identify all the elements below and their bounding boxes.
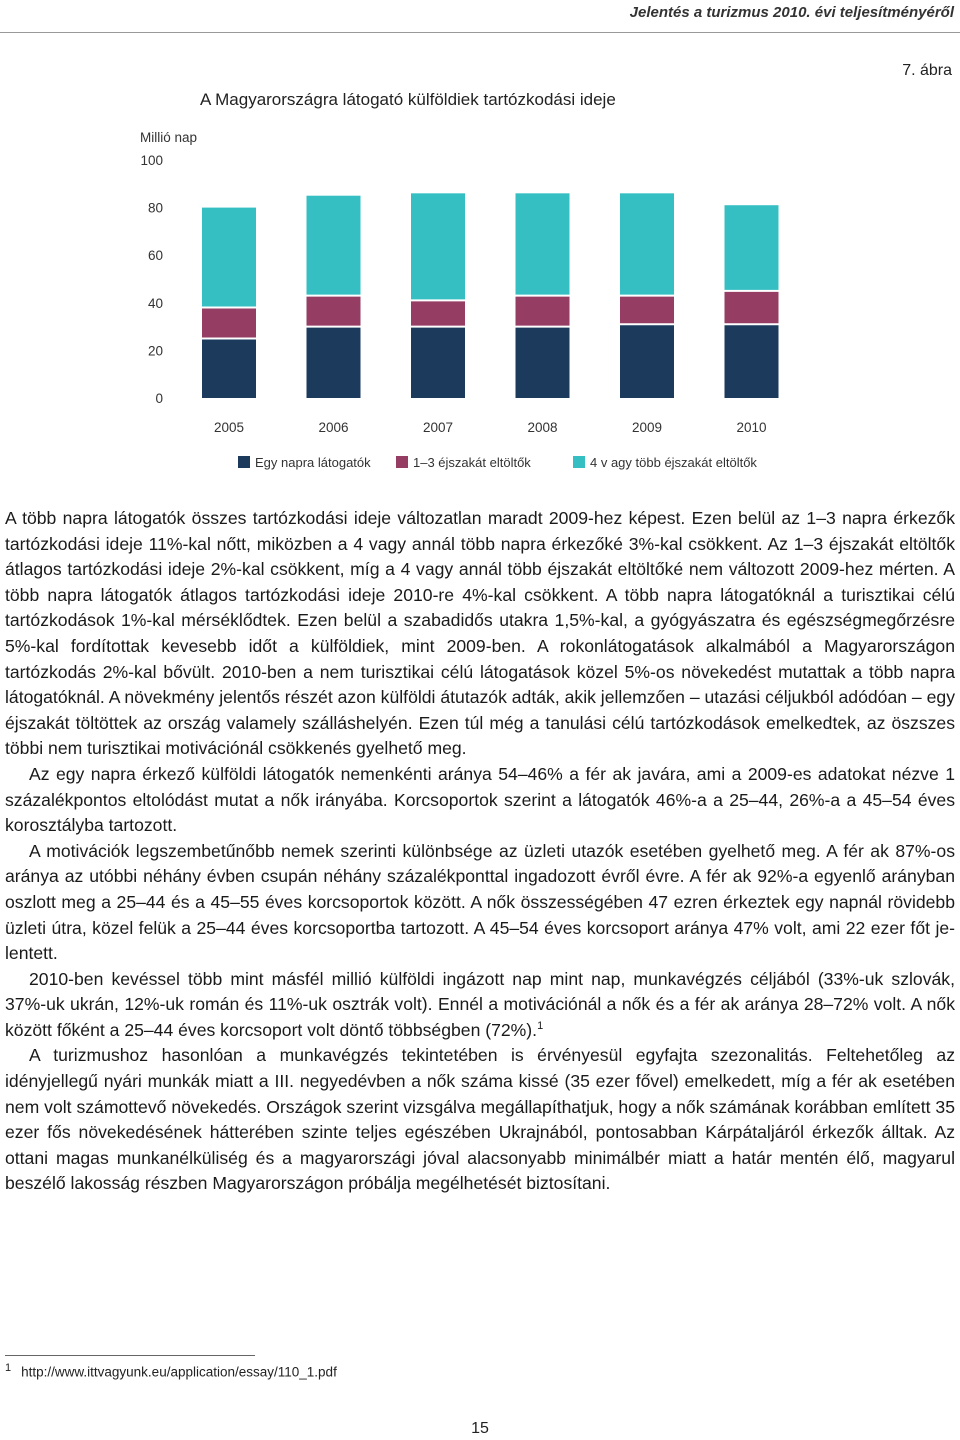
paragraph: A motivációk legszembetűnőbb nemek szerinti különbsége az üzleti utazók esetében gyelhető meg. A fér ak 87%-os aránya az utóbbi néhány évben csupán néhány százalékponttal ingadozott évről évre. A fér ak 92%-a egyenlő arányban oszlott meg a 25–44 és a 45–55 éves korcsoportok között. A nők összességében 47 ezren érkeztek egy napnál rövidebb üzleti útra, közel felük a 25–44 éves korcsoportba tartozott. A 45–54 éves korcsoport aránya 47% volt, ami 22 ezer főt jelentett. [5,840,955,964]
paragraph: Az egy napra érkező külföldi látogatók nemenkénti aránya 54–46% a fér ak javára, ami a 2009-es adatokat nézve 1 százalékpontos eltolódást mutat a nők irányába. Korcsoportok szerint a látogatók 46%-a a 25–44, 26%-a a 45–54 éves korosztályba tartozott. [5,763,955,836]
x-tick-label: 2009 [631,420,663,435]
bar-segment [307,296,361,327]
bar-segment [202,208,256,308]
bar-segment [411,327,465,398]
legend-label: Egy napra látogatók [255,455,371,470]
y-tick-label: 20 [147,343,163,359]
bar-segment [725,205,779,291]
stacked-bar-chart [0,120,960,480]
bar-segment [725,291,779,324]
bar-segment [516,327,570,398]
body-text [5,506,955,1197]
bar-segment [202,308,256,339]
legend-swatch [396,456,408,468]
bar-segment [516,193,570,295]
y-tick-label: 80 [147,200,163,216]
legend [238,455,757,470]
footnote [5,1362,337,1380]
paragraph: A több napra látogatók összes tartózkodási ideje változatlan maradt 2009-hez képest. Ezen belül az 1–3 napra érkezők tartózkodási ideje 11%-kal nőtt, miközben a 4 vagy annál több napra érkezőké 3%-kal csökkent. Az 1–3 éjszakát eltöltők átlagos tartózkodási ideje 2%-kal csökkent, míg a 4 vagy annál több éjszakát eltöltőké nem változott 2009-hez mérten. A több napra látogatók átlagos tartózkodási ideje 2010-re 4%-kal csökkent. A több napra látogatóknál a turisztikai célú tartózkodások 1%-kal mérséklődtek. Ezen belül a szabadidős utakra 1,5%-kal, a gyógyászatra és egészségmegőrzésre 5%-kal fordítottak kevesebb időt a külföldiek, mint 2009-ben. A rokonlátogatások alkalmából a Magyarországon tartózkodás 2%-kal bővült. 2010-ben a nem turisztikai célú látogatások közel 5%-os növekedést mutattak a több napra látogatóknál. A növekmény jelentős részét azon külföldi átutazók adták, akik jellemzően – utazási céljukból adódóan – egy éjszakát töltöttek az ország valamely szálláshelyén. Ezen túl még a tanulási célú tartózkodások emelkedtek, az öszszes többi nem turisztikai motivációnál csökkenés gyelhető meg. [5,508,955,759]
y-axis-label: Millió nap [140,130,198,145]
bar-segment [725,324,779,398]
paragraph-text: 2010-ben kevéssel több mint másfél millió külföldi ingázott nap mint nap, munkavégzés céljából (33%-uk szlovák, 37%-uk ukrán, 12%-uk román és 11%-uk osztrák volt). Ennél a motivációnál a nők és a fér ak aránya 28–72% volt. A nők között főként a 25–44 éves korcsoport volt döntő többségben (72%). [5,968,955,1040]
bar-segment [620,193,674,295]
y-tick-label: 60 [147,248,163,264]
running-header: Jelentés a turizmus 2010. évi teljesítményéről [629,4,954,21]
header-rule [0,32,960,33]
footnote-link[interactable]: http://www.ittvagyunk.eu/application/essay/110_1.pdf [21,1364,337,1380]
bar-segment [620,296,674,325]
x-tick-label: 2006 [318,420,349,435]
bar-segment [307,327,361,398]
paragraph [5,967,955,1044]
footnote-mark: 1 [5,1362,12,1374]
bars [202,193,779,398]
bar-segment [411,193,465,300]
legend-label: 1–3 éjszakát eltöltők [413,455,531,470]
y-tick-label: 100 [140,153,163,168]
bar-segment [411,300,465,326]
page-number: 15 [471,1420,489,1437]
bar-segment [620,324,674,398]
footnote-reference[interactable]: 1 [537,1020,544,1033]
x-tick-label: 2010 [736,420,767,435]
x-tick-label: 2005 [213,420,245,435]
x-tick-label: 2007 [422,420,454,435]
legend-swatch [573,456,585,468]
bar-segment [307,196,361,296]
y-tick-label: 40 [147,295,163,311]
bar-segment [516,296,570,327]
x-axis-ticks [214,420,767,435]
figure-number: 7. ábra [902,62,952,79]
chart-title: A Magyarországra látogató külföldiek tartózkodási ideje [200,90,616,109]
y-tick-label: 0 [155,391,163,406]
y-axis-ticks [140,153,163,406]
paragraph: A turizmushoz hasonlóan a munkavégzés tekintetében is érvényesül egyfajta szezonalitás. Feltehetőleg az idényjellegű nyári munkák miatt a III. negyedévben a nők száma kissé (35 ezer fővel) emelkedett, míg a fér ak esetében nem volt számottevő növekedés. Országok szerint vizsgálva megállapíthatjuk, hogy a nők számának korábban említett 35 ezer fős növekedésének hátterében szinte teljes egészében Ukrajnából, pontosabban Kárpátaljáról érkezők álltak. Az ottani magas munkanélküliség és a magyarországi jóval alacsonyabb minimálbér miatt a határ mentén élő, magyarul beszélő lakosság részben Magyarországon próbálja megélhetését biztosítani. [5,1045,955,1194]
bar-segment [202,339,256,399]
legend-swatch [238,456,250,468]
footnote-rule [5,1355,255,1356]
legend-label: 4 v agy több éjszakát eltöltők [590,455,757,470]
x-tick-label: 2008 [527,420,558,435]
